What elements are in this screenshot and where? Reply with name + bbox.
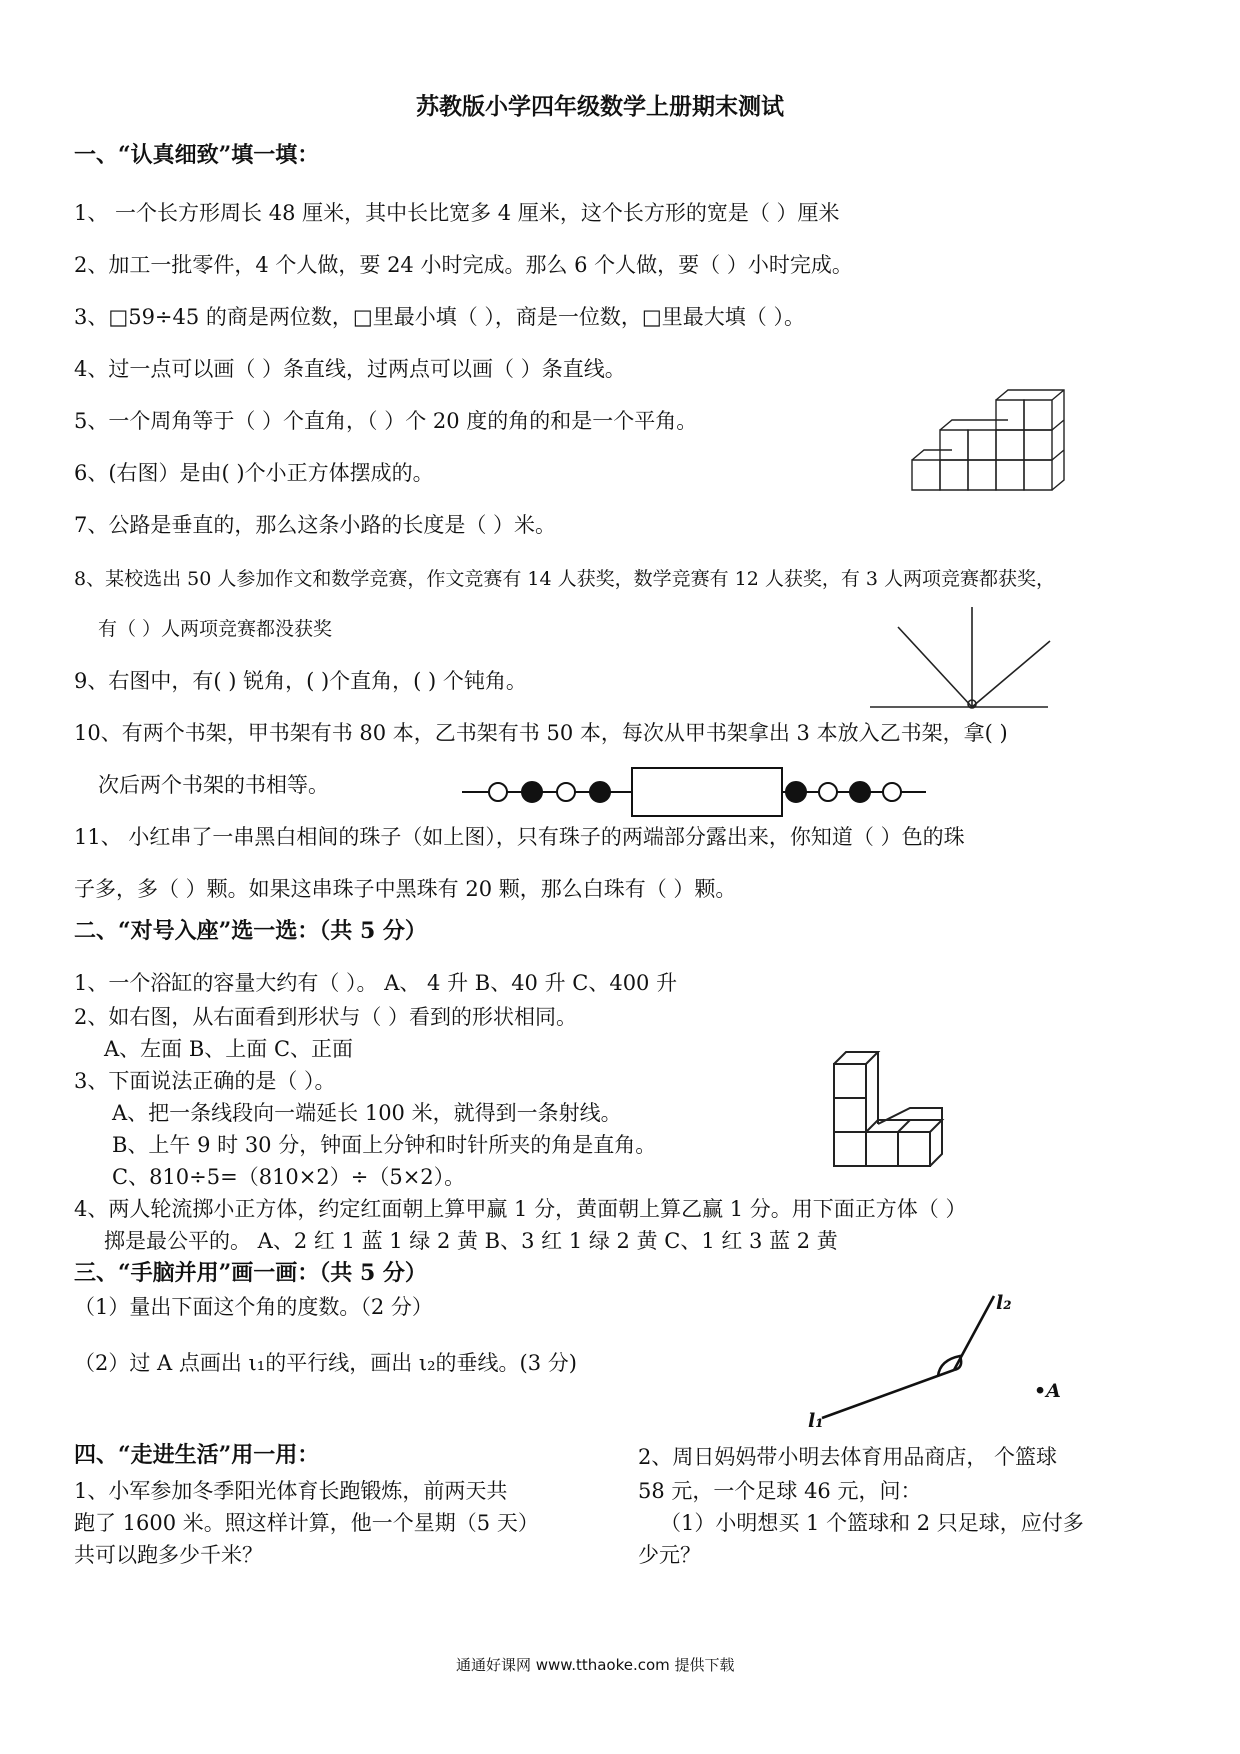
question-2-3: 3、下面说法正确的是（ ）。 [74, 1069, 336, 1093]
question-1-11-line2: 子多，多（ ）颗。如果这串珠子中黑珠有 20 颗，那么白珠有（ ）颗。 [74, 877, 737, 901]
cube-stairs-figure [910, 395, 1070, 495]
question-1-1: 1、 一个长方形周长 48 厘米，其中长比宽多 4 厘米，这个长方形的宽是（ ）厘米 [74, 201, 840, 225]
question-1-6: 6、(右图）是由( )个小正方体摆成的。 [74, 461, 434, 485]
question-1-3: 3、□59÷45 的商是两位数，□里最小填（ ），商是一位数，□里最大填（ ）。 [74, 305, 805, 329]
question-2-1: 1、一个浴缸的容量大约有（ ）。 A、 4 升 B、40 升 C、400 升 [74, 971, 678, 995]
question-1-5: 5、一个周角等于（ ）个直角，（ ）个 20 度的角的和是一个平角。 [74, 409, 698, 433]
question-2-2: 2、如右图，从右面看到形状与（ ）看到的形状相同。 [74, 1005, 578, 1029]
question-1-8-line1: 8、某校选出 50 人参加作文和数学竞赛，作文竞赛有 14 人获奖，数学竞赛有 12 人获奖，有 3 人两项竞赛都获奖， [74, 568, 1056, 590]
question-1-4: 4、过一点可以画（ ）条直线，过两点可以画（ ）条直线。 [74, 357, 626, 381]
cube-shape-figure [832, 1030, 962, 1170]
question-4-2-line4: 少元？ [638, 1543, 701, 1567]
question-4-2-line2: 58 元，一个足球 46 元，问： [638, 1479, 922, 1503]
question-2-2-options: A、左面 B、上面 C、正面 [104, 1037, 354, 1061]
label-point-a: •A [1034, 1380, 1061, 1402]
page-title: 苏教版小学四年级数学上册期末测试 [416, 93, 784, 120]
question-4-2-line3: （1）小明想买 1 个篮球和 2 只足球，应付多 [660, 1511, 1084, 1535]
section1-heading: 一、“认真细致”填一填： [74, 142, 320, 168]
section3-part1: （1）量出下面这个角的度数。（2 分） [74, 1295, 433, 1319]
question-1-9: 9、右图中，有( ) 锐角，( )个直角，( ) 个钝角。 [74, 669, 527, 693]
angle-measure-figure [808, 1290, 1068, 1430]
question-2-3-option-c: C、810÷5=（810×2）÷（5×2）。 [112, 1165, 466, 1189]
section2-heading: 二、“对号入座”选一选：（共 5 分） [74, 918, 427, 944]
question-2-3-option-a: A、把一条线段向一端延长 100 米，就得到一条射线。 [112, 1101, 622, 1125]
question-1-7: 7、公路是垂直的，那么这条小路的长度是（ ）米。 [74, 513, 557, 537]
question-4-1-line2: 跑了 1600 米。照这样计算，他一个星期（5 天） [74, 1511, 539, 1535]
section3-heading: 三、“手脑并用”画一画：（共 5 分） [74, 1260, 427, 1286]
question-4-1-line3: 共可以跑多少千米？ [74, 1543, 263, 1567]
section4-heading: 四、“走进生活”用一用： [74, 1442, 320, 1468]
question-1-11-line1: 11、 小红串了一串黑白相间的珠子（如上图），只有珠子的两端部分露出来，你知道（ ）色的珠 [74, 825, 965, 849]
label-l1: l₁ [808, 1410, 824, 1432]
question-2-4-line1: 4、两人轮流掷小正方体，约定红面朝上算甲赢 1 分，黄面朝上算乙赢 1 分。用下面正方体（ ） [74, 1197, 967, 1221]
angle-lines-figure [868, 605, 1058, 715]
question-2-3-option-b: B、上午 9 时 30 分，钟面上分钟和时针所夹的角是直角。 [112, 1133, 657, 1157]
question-1-10-line2: 次后两个书架的书相等。 [98, 773, 329, 797]
question-1-10-line1: 10、有两个书架，甲书架有书 80 本，乙书架有书 50 本，每次从甲书架拿出 3 本放入乙书架，拿( ) [74, 721, 1008, 745]
bead-string-figure [460, 762, 940, 822]
question-1-8-line2: 有（ ）人两项竞赛都没获奖 [98, 618, 333, 640]
label-l2: l₂ [996, 1292, 1012, 1314]
page-footer: 通通好课网 www.tthaoke.com 提供下载 [456, 1656, 735, 1674]
question-2-4-line2: 掷是最公平的。 A、2 红 1 蓝 1 绿 2 黄 B、3 红 1 绿 2 黄 C、1 红 3 蓝 2 黄 [104, 1229, 838, 1253]
question-1-2: 2、加工一批零件，4 个人做，要 24 小时完成。那么 6 个人做，要（ ）小时完成。 [74, 253, 853, 277]
question-4-1-line1: 1、小军参加冬季阳光体育长跑锻炼，前两天共 [74, 1479, 508, 1503]
section3-part2: （2）过 A 点画出 ι₁的平行线，画出 ι₂的垂线。(3 分) [74, 1351, 577, 1375]
question-4-2-line1: 2、周日妈妈带小明去体育用品商店， 个篮球 [638, 1445, 1058, 1469]
